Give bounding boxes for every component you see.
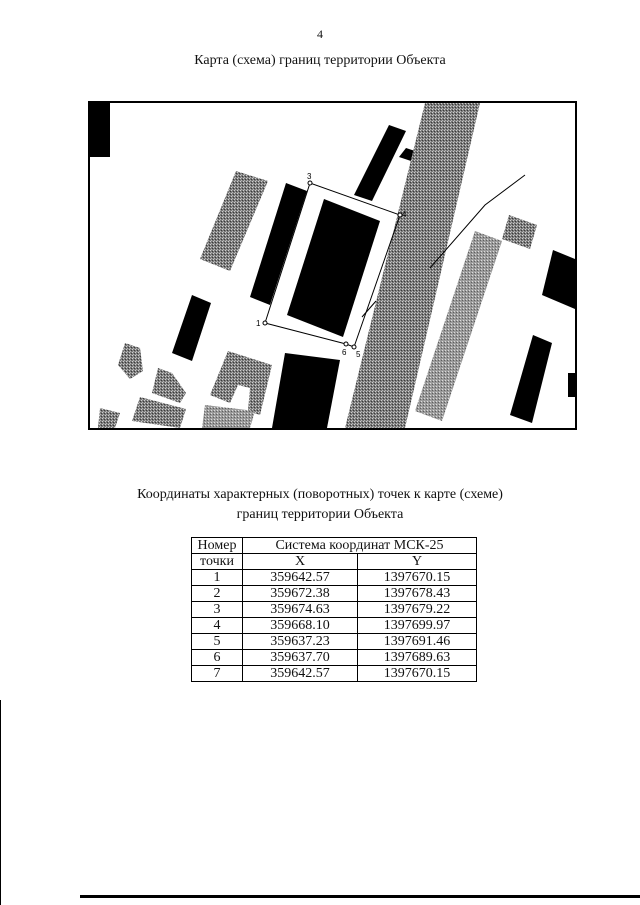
building-grey bbox=[202, 405, 255, 428]
building-black bbox=[90, 103, 110, 157]
coordinates-title bbox=[0, 485, 640, 525]
point-label: 3 bbox=[307, 172, 312, 181]
cell-x: 359674.63 bbox=[243, 602, 358, 618]
boundary-point-marker bbox=[308, 181, 312, 185]
building-grey bbox=[98, 408, 120, 428]
building-black bbox=[542, 250, 575, 309]
point-label: 6 bbox=[342, 348, 347, 357]
cell-y: 1397679.22 bbox=[358, 602, 477, 618]
map-scheme bbox=[88, 101, 577, 430]
building-black bbox=[272, 353, 340, 428]
cell-number: 4 bbox=[192, 618, 243, 634]
cell-y: 1397678.43 bbox=[358, 586, 477, 602]
header-y: Y bbox=[358, 554, 477, 570]
scan-edge-bottom bbox=[80, 895, 640, 898]
header-number: Номер bbox=[192, 538, 243, 554]
table-row bbox=[192, 666, 477, 682]
table-row bbox=[192, 602, 477, 618]
cell-x: 359668.10 bbox=[243, 618, 358, 634]
table-row bbox=[192, 650, 477, 666]
building-black bbox=[172, 295, 211, 361]
cell-y: 1397670.15 bbox=[358, 570, 477, 586]
building-grey bbox=[210, 351, 272, 415]
cell-number: 2 bbox=[192, 586, 243, 602]
cell-number: 7 bbox=[192, 666, 243, 682]
cell-x: 359637.23 bbox=[243, 634, 358, 650]
point-label: 1 bbox=[256, 319, 261, 328]
map-drawing bbox=[90, 103, 575, 428]
point-label: 5 bbox=[356, 350, 361, 359]
map-title: Карта (схема) границ территории Объекта bbox=[194, 53, 446, 68]
table-row bbox=[192, 586, 477, 602]
boundary-point-marker bbox=[352, 345, 356, 349]
cell-number: 5 bbox=[192, 634, 243, 650]
building-grey bbox=[502, 215, 537, 249]
table-row bbox=[192, 634, 477, 650]
coordinates-title-line2: границ территории Объекта bbox=[236, 507, 404, 522]
cell-x: 359637.70 bbox=[243, 650, 358, 666]
table-row bbox=[192, 570, 477, 586]
coordinates-title-line1: Координаты характерных (поворотных) точек к карте (схеме) bbox=[137, 487, 503, 502]
building-grey bbox=[200, 171, 268, 271]
building-black bbox=[354, 125, 406, 201]
scan-edge-left bbox=[0, 700, 1, 905]
boundary-point-marker bbox=[263, 321, 267, 325]
cell-y: 1397691.46 bbox=[358, 634, 477, 650]
header-x: X bbox=[243, 554, 358, 570]
building-grey bbox=[118, 343, 143, 379]
cell-y: 1397689.63 bbox=[358, 650, 477, 666]
building-black bbox=[568, 373, 575, 397]
cell-x: 359642.57 bbox=[243, 666, 358, 682]
building-black-object bbox=[287, 199, 380, 337]
cell-y: 1397699.97 bbox=[358, 618, 477, 634]
building-black bbox=[510, 335, 552, 423]
cell-number: 6 bbox=[192, 650, 243, 666]
cell-x: 359642.57 bbox=[243, 570, 358, 586]
page-number: 4 bbox=[317, 27, 323, 41]
cell-number: 1 bbox=[192, 570, 243, 586]
table-row bbox=[192, 618, 477, 634]
cell-number: 3 bbox=[192, 602, 243, 618]
cell-y: 1397670.15 bbox=[358, 666, 477, 682]
building-grey bbox=[152, 368, 186, 403]
coordinates-table bbox=[191, 537, 477, 682]
boundary-point-marker bbox=[344, 342, 348, 346]
header-system: Система координат МСК-25 bbox=[243, 538, 477, 554]
cell-x: 359672.38 bbox=[243, 586, 358, 602]
point-label: 4 bbox=[402, 210, 407, 219]
header-point: точки bbox=[192, 554, 243, 570]
